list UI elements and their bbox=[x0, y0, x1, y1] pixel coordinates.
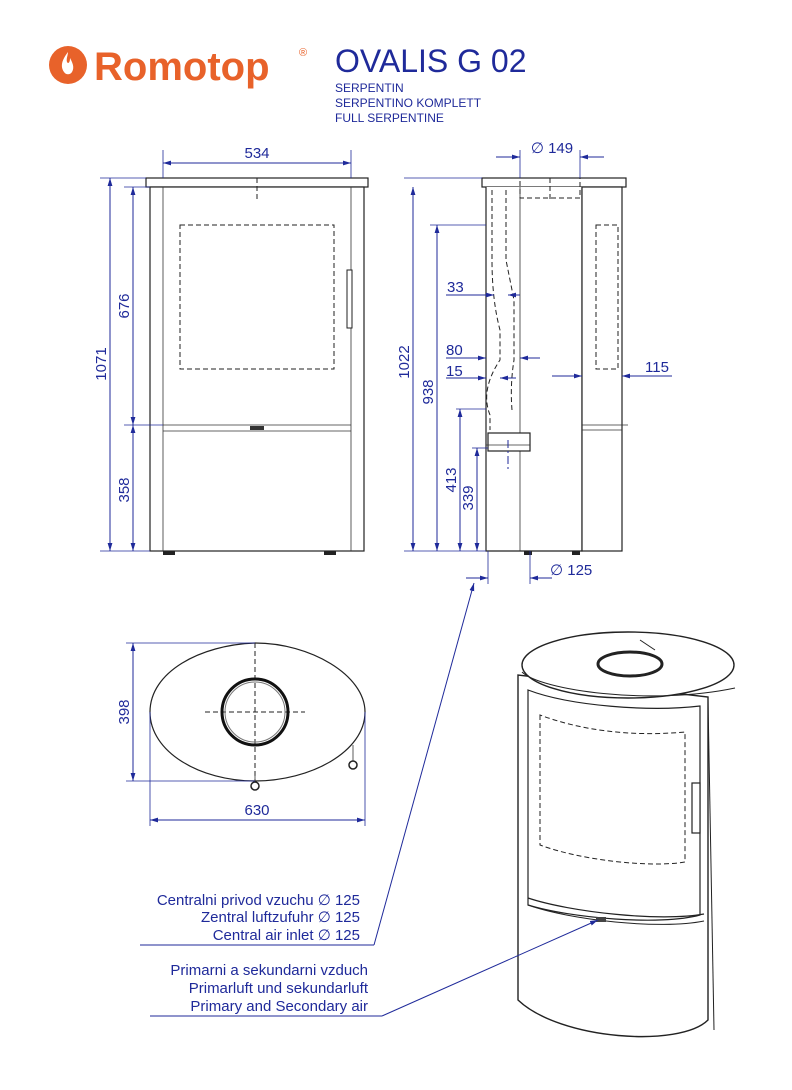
dim-width-534: 534 bbox=[244, 145, 270, 162]
dim-height-413: 413 bbox=[443, 467, 460, 493]
central-air-line-3: Central air inlet ∅ 125 bbox=[212, 927, 360, 944]
primary-air-line-3: Primary and Secondary air bbox=[190, 998, 368, 1015]
registered-mark: ® bbox=[299, 47, 308, 59]
dim-right-115: 115 bbox=[645, 359, 669, 376]
dim-height-676: 676 bbox=[116, 293, 133, 319]
dim-flue-149: ∅ 149 bbox=[530, 140, 574, 157]
variant-line-2: SERPENTINO KOMPLETT bbox=[335, 96, 482, 110]
dim-height-339: 339 bbox=[460, 485, 477, 511]
door-handle-3d bbox=[692, 783, 700, 833]
variant-line-1: SERPENTIN bbox=[335, 81, 404, 95]
dim-height-358: 358 bbox=[116, 477, 133, 503]
dim-offset-33: 33 bbox=[447, 279, 464, 296]
model-title: OVALIS G 02 bbox=[335, 43, 527, 79]
top-view bbox=[150, 643, 365, 790]
dim-offset-15: 15 bbox=[446, 363, 463, 380]
dim-height-938: 938 bbox=[420, 379, 437, 405]
brand-name: Romotop bbox=[94, 45, 270, 89]
dim-depth-398: 398 bbox=[116, 699, 133, 725]
primary-air-line-2: Primarluft und sekundarluft bbox=[188, 980, 368, 997]
primary-air-line-1: Primarni a sekundarni vzduch bbox=[170, 962, 368, 979]
dim-height-1022: 1022 bbox=[396, 345, 413, 379]
brand-logo bbox=[49, 45, 307, 89]
dim-offset-80: 80 bbox=[446, 342, 463, 359]
flue-collar bbox=[598, 652, 662, 676]
central-air-line-2: Zentral luftzufuhr ∅ 125 bbox=[201, 909, 360, 926]
side-view bbox=[482, 178, 628, 555]
dim-width-630: 630 bbox=[244, 802, 270, 819]
stove-3d-view bbox=[518, 632, 735, 1037]
variant-line-3: FULL SERPENTINE bbox=[335, 111, 444, 125]
dim-inlet-125: ∅ 125 bbox=[550, 562, 593, 579]
door-handle bbox=[347, 270, 352, 328]
central-air-line-1: Centralni privod vzuchu ∅ 125 bbox=[156, 892, 360, 909]
door-handle-top bbox=[349, 761, 357, 769]
dim-height-1071: 1071 bbox=[93, 347, 110, 381]
front-view bbox=[146, 178, 368, 555]
